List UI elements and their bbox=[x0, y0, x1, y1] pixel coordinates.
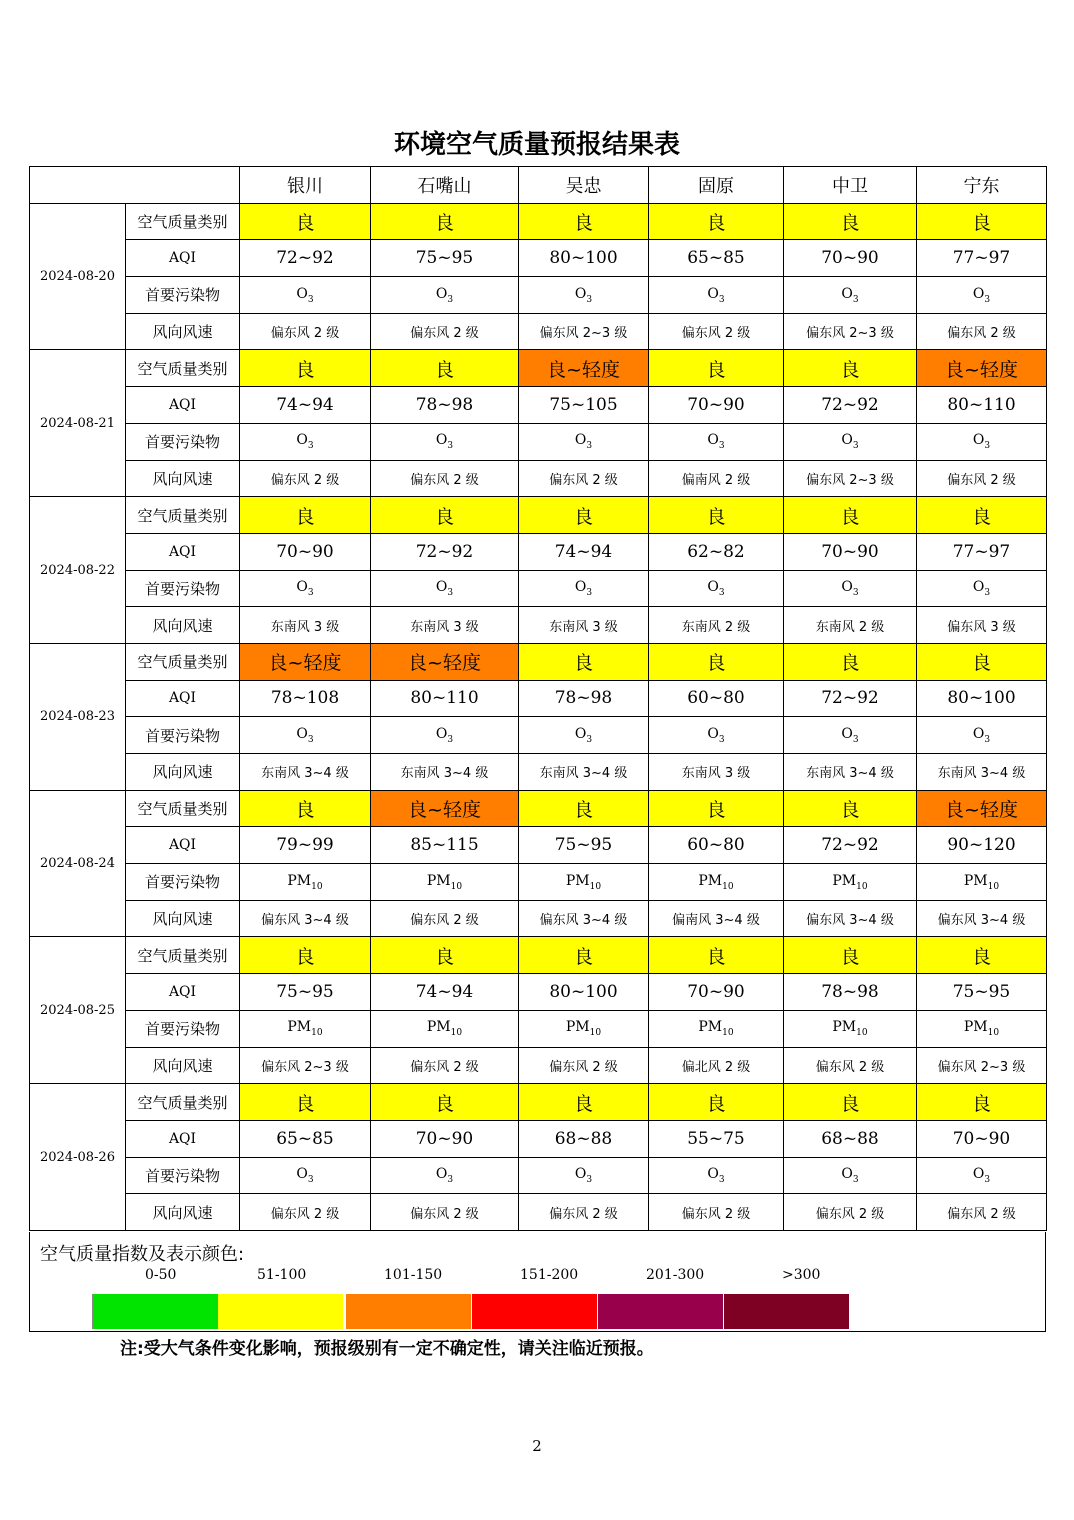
row-label-wind: 风向风速 bbox=[126, 313, 240, 350]
city-header: 中卫 bbox=[784, 167, 917, 204]
aqi-range: 70~90 bbox=[784, 240, 917, 277]
wind-direction-speed: 偏东风 2 级 bbox=[917, 313, 1047, 350]
primary-pollutant: $PM_{10}$ bbox=[649, 864, 784, 901]
forecast-date: 2024-08-24 bbox=[30, 790, 126, 937]
table-row bbox=[30, 974, 1047, 1011]
wind-direction-speed: 偏东风 2 级 bbox=[784, 1047, 917, 1084]
air-quality-category: 良 bbox=[240, 203, 371, 240]
row-label-pollutant: 首要污染物 bbox=[126, 717, 240, 754]
legend-range-label: >300 bbox=[782, 1267, 821, 1283]
wind-direction-speed: 偏东风 2 级 bbox=[917, 1194, 1047, 1231]
aqi-range: 80~100 bbox=[519, 974, 649, 1011]
primary-pollutant: $O_3$ bbox=[649, 423, 784, 460]
air-quality-category: 良 bbox=[917, 1084, 1047, 1121]
table-row bbox=[30, 1084, 1047, 1121]
table-row bbox=[30, 423, 1047, 460]
primary-pollutant: $O_3$ bbox=[240, 717, 371, 754]
aqi-range: 68~88 bbox=[784, 1120, 917, 1157]
primary-pollutant: $O_3$ bbox=[519, 570, 649, 607]
primary-pollutant: $O_3$ bbox=[649, 570, 784, 607]
wind-direction-speed: 偏东风 2 级 bbox=[371, 1047, 519, 1084]
air-quality-category: 良 bbox=[649, 643, 784, 680]
row-label-category: 空气质量类别 bbox=[126, 1084, 240, 1121]
air-quality-category: 良 bbox=[917, 643, 1047, 680]
air-quality-category: 良 bbox=[240, 1084, 371, 1121]
aqi-range: 80~110 bbox=[371, 680, 519, 717]
air-quality-category: 良 bbox=[371, 350, 519, 387]
row-label-aqi: AQI bbox=[126, 240, 240, 277]
aqi-range: 72~92 bbox=[784, 387, 917, 424]
primary-pollutant: $PM_{10}$ bbox=[240, 864, 371, 901]
primary-pollutant: $O_3$ bbox=[371, 1157, 519, 1194]
air-quality-category: 良 bbox=[917, 497, 1047, 534]
air-quality-category: 良 bbox=[519, 937, 649, 974]
air-quality-category: 良 bbox=[649, 937, 784, 974]
air-quality-category: 良 bbox=[240, 790, 371, 827]
aqi-range: 80~100 bbox=[917, 680, 1047, 717]
wind-direction-speed: 偏东风 2 级 bbox=[917, 460, 1047, 497]
air-quality-category: 良 bbox=[519, 1084, 649, 1121]
wind-direction-speed: 东南风 3~4 级 bbox=[784, 754, 917, 791]
wind-direction-speed: 偏东风 2 级 bbox=[649, 1194, 784, 1231]
primary-pollutant: $PM_{10}$ bbox=[917, 1010, 1047, 1047]
table-row bbox=[30, 864, 1047, 901]
wind-direction-speed: 东南风 3 级 bbox=[240, 607, 371, 644]
table-row bbox=[30, 313, 1047, 350]
air-quality-category: 良 bbox=[519, 497, 649, 534]
legend-range-label: 151-200 bbox=[520, 1267, 579, 1283]
table-row bbox=[30, 570, 1047, 607]
aqi-range: 72~92 bbox=[240, 240, 371, 277]
air-quality-category: 良~轻度 bbox=[917, 790, 1047, 827]
air-quality-category: 良 bbox=[371, 203, 519, 240]
wind-direction-speed: 偏东风 2 级 bbox=[371, 460, 519, 497]
row-label-pollutant: 首要污染物 bbox=[126, 1157, 240, 1194]
primary-pollutant: $O_3$ bbox=[784, 1157, 917, 1194]
aqi-range: 72~92 bbox=[784, 827, 917, 864]
table-row bbox=[30, 607, 1047, 644]
wind-direction-speed: 偏东风 2~3 级 bbox=[784, 313, 917, 350]
legend-title: 空气质量指数及表示颜色: bbox=[40, 1244, 245, 1265]
primary-pollutant: $O_3$ bbox=[519, 717, 649, 754]
air-quality-category: 良 bbox=[784, 790, 917, 827]
forecast-note: 注:受大气条件变化影响，预报级别有一定不确定性，请关注临近预报。 bbox=[120, 1339, 654, 1359]
air-quality-category: 良 bbox=[519, 790, 649, 827]
forecast-date: 2024-08-20 bbox=[30, 203, 126, 350]
wind-direction-speed: 偏东风 2 级 bbox=[240, 1194, 371, 1231]
wind-direction-speed: 东南风 3 级 bbox=[519, 607, 649, 644]
row-label-aqi: AQI bbox=[126, 680, 240, 717]
row-label-category: 空气质量类别 bbox=[126, 497, 240, 534]
table-row bbox=[30, 937, 1047, 974]
wind-direction-speed: 偏东风 3~4 级 bbox=[240, 900, 371, 937]
legend-range-label: 101-150 bbox=[384, 1267, 443, 1283]
table-row bbox=[30, 680, 1047, 717]
wind-direction-speed: 偏东风 3~4 级 bbox=[519, 900, 649, 937]
page-number: 2 bbox=[532, 1437, 542, 1455]
aqi-range: 78~108 bbox=[240, 680, 371, 717]
aqi-range: 65~85 bbox=[240, 1120, 371, 1157]
aqi-color-legend bbox=[29, 1232, 1046, 1332]
air-quality-category: 良 bbox=[240, 350, 371, 387]
aqi-range: 70~90 bbox=[649, 387, 784, 424]
aqi-range: 90~120 bbox=[917, 827, 1047, 864]
forecast-table bbox=[29, 166, 1047, 1231]
wind-direction-speed: 偏东风 2~3 级 bbox=[519, 313, 649, 350]
row-label-aqi: AQI bbox=[126, 387, 240, 424]
table-row bbox=[30, 1120, 1047, 1157]
row-label-category: 空气质量类别 bbox=[126, 643, 240, 680]
aqi-range: 80~100 bbox=[519, 240, 649, 277]
air-quality-category: 良~轻度 bbox=[240, 643, 371, 680]
air-quality-category: 良 bbox=[519, 643, 649, 680]
aqi-range: 80~110 bbox=[917, 387, 1047, 424]
wind-direction-speed: 东南风 3 级 bbox=[649, 754, 784, 791]
primary-pollutant: $PM_{10}$ bbox=[371, 1010, 519, 1047]
wind-direction-speed: 偏东风 3~4 级 bbox=[784, 900, 917, 937]
air-quality-category: 良 bbox=[917, 937, 1047, 974]
aqi-range: 75~95 bbox=[240, 974, 371, 1011]
air-quality-category: 良 bbox=[371, 937, 519, 974]
aqi-range: 60~80 bbox=[649, 827, 784, 864]
city-header: 银川 bbox=[240, 167, 371, 204]
aqi-range: 85~115 bbox=[371, 827, 519, 864]
table-row bbox=[30, 387, 1047, 424]
primary-pollutant: $PM_{10}$ bbox=[519, 864, 649, 901]
aqi-range: 70~90 bbox=[371, 1120, 519, 1157]
primary-pollutant: $PM_{10}$ bbox=[784, 1010, 917, 1047]
wind-direction-speed: 偏东风 2 级 bbox=[519, 1047, 649, 1084]
aqi-range: 72~92 bbox=[371, 533, 519, 570]
table-row bbox=[30, 1194, 1047, 1231]
aqi-range: 70~90 bbox=[240, 533, 371, 570]
air-quality-category: 良 bbox=[649, 350, 784, 387]
air-quality-category: 良 bbox=[240, 497, 371, 534]
city-header: 吴忠 bbox=[519, 167, 649, 204]
primary-pollutant: $O_3$ bbox=[649, 717, 784, 754]
table-row bbox=[30, 203, 1047, 240]
primary-pollutant: $O_3$ bbox=[784, 717, 917, 754]
wind-direction-speed: 偏东风 3~4 级 bbox=[917, 900, 1047, 937]
row-label-category: 空气质量类别 bbox=[126, 790, 240, 827]
aqi-range: 65~85 bbox=[649, 240, 784, 277]
aqi-range: 75~95 bbox=[371, 240, 519, 277]
aqi-range: 72~92 bbox=[784, 680, 917, 717]
table-row bbox=[30, 900, 1047, 937]
primary-pollutant: $O_3$ bbox=[371, 570, 519, 607]
air-quality-category: 良 bbox=[371, 1084, 519, 1121]
table-row bbox=[30, 240, 1047, 277]
air-quality-category: 良 bbox=[917, 203, 1047, 240]
page-title: 环境空气质量预报结果表 bbox=[393, 130, 680, 160]
air-quality-category: 良 bbox=[371, 497, 519, 534]
wind-direction-speed: 偏南风 3~4 级 bbox=[649, 900, 784, 937]
legend-color-swatch bbox=[92, 1294, 218, 1329]
air-quality-category: 良 bbox=[784, 203, 917, 240]
aqi-range: 77~97 bbox=[917, 240, 1047, 277]
primary-pollutant: $PM_{10}$ bbox=[519, 1010, 649, 1047]
primary-pollutant: $O_3$ bbox=[240, 570, 371, 607]
aqi-range: 74~94 bbox=[519, 533, 649, 570]
primary-pollutant: $O_3$ bbox=[917, 1157, 1047, 1194]
row-label-wind: 风向风速 bbox=[126, 460, 240, 497]
table-row bbox=[30, 643, 1047, 680]
wind-direction-speed: 偏东风 2 级 bbox=[371, 313, 519, 350]
table-row bbox=[30, 533, 1047, 570]
air-quality-category: 良 bbox=[784, 937, 917, 974]
row-label-category: 空气质量类别 bbox=[126, 350, 240, 387]
table-row bbox=[30, 754, 1047, 791]
wind-direction-speed: 偏东风 2 级 bbox=[371, 1194, 519, 1231]
wind-direction-speed: 偏东风 2 级 bbox=[519, 1194, 649, 1231]
aqi-range: 70~90 bbox=[649, 974, 784, 1011]
primary-pollutant: $O_3$ bbox=[371, 423, 519, 460]
primary-pollutant: $O_3$ bbox=[917, 277, 1047, 314]
table-row bbox=[30, 277, 1047, 314]
wind-direction-speed: 偏东风 2 级 bbox=[784, 1194, 917, 1231]
wind-direction-speed: 东南风 2 级 bbox=[784, 607, 917, 644]
row-label-pollutant: 首要污染物 bbox=[126, 570, 240, 607]
primary-pollutant: $O_3$ bbox=[519, 423, 649, 460]
air-quality-category: 良 bbox=[649, 1084, 784, 1121]
aqi-range: 60~80 bbox=[649, 680, 784, 717]
aqi-range: 70~90 bbox=[917, 1120, 1047, 1157]
wind-direction-speed: 偏东风 2 级 bbox=[240, 313, 371, 350]
city-header: 固原 bbox=[649, 167, 784, 204]
air-quality-category: 良 bbox=[649, 203, 784, 240]
table-row bbox=[30, 827, 1047, 864]
table-row bbox=[30, 497, 1047, 534]
table-row bbox=[30, 717, 1047, 754]
wind-direction-speed: 东南风 3 级 bbox=[371, 607, 519, 644]
wind-direction-speed: 偏东风 2~3 级 bbox=[240, 1047, 371, 1084]
air-quality-category: 良 bbox=[649, 790, 784, 827]
row-label-category: 空气质量类别 bbox=[126, 937, 240, 974]
primary-pollutant: $O_3$ bbox=[917, 570, 1047, 607]
primary-pollutant: $O_3$ bbox=[371, 277, 519, 314]
aqi-range: 74~94 bbox=[240, 387, 371, 424]
air-quality-category: 良 bbox=[784, 497, 917, 534]
legend-color-swatch bbox=[218, 1294, 343, 1329]
aqi-range: 78~98 bbox=[519, 680, 649, 717]
table-row bbox=[30, 790, 1047, 827]
primary-pollutant: $O_3$ bbox=[240, 423, 371, 460]
air-quality-category: 良~轻度 bbox=[917, 350, 1047, 387]
legend-range-label: 51-100 bbox=[257, 1267, 307, 1283]
aqi-range: 55~75 bbox=[649, 1120, 784, 1157]
row-label-wind: 风向风速 bbox=[126, 607, 240, 644]
aqi-range: 62~82 bbox=[649, 533, 784, 570]
table-row bbox=[30, 1157, 1047, 1194]
row-label-pollutant: 首要污染物 bbox=[126, 1010, 240, 1047]
primary-pollutant: $O_3$ bbox=[784, 423, 917, 460]
aqi-range: 75~105 bbox=[519, 387, 649, 424]
city-header: 石嘴山 bbox=[371, 167, 519, 204]
legend-color-swatch bbox=[472, 1294, 597, 1329]
wind-direction-speed: 偏东风 2 级 bbox=[371, 900, 519, 937]
primary-pollutant: $O_3$ bbox=[240, 1157, 371, 1194]
primary-pollutant: $O_3$ bbox=[917, 423, 1047, 460]
aqi-range: 74~94 bbox=[371, 974, 519, 1011]
row-label-category: 空气质量类别 bbox=[126, 203, 240, 240]
wind-direction-speed: 偏东风 2~3 级 bbox=[784, 460, 917, 497]
primary-pollutant: $O_3$ bbox=[649, 277, 784, 314]
row-label-wind: 风向风速 bbox=[126, 1194, 240, 1231]
air-quality-category: 良 bbox=[519, 203, 649, 240]
wind-direction-speed: 东南风 3~4 级 bbox=[519, 754, 649, 791]
air-quality-category: 良~轻度 bbox=[371, 643, 519, 680]
primary-pollutant: $O_3$ bbox=[240, 277, 371, 314]
primary-pollutant: $PM_{10}$ bbox=[240, 1010, 371, 1047]
legend-range-label: 201-300 bbox=[646, 1267, 705, 1283]
aqi-range: 77~97 bbox=[917, 533, 1047, 570]
table-row bbox=[30, 350, 1047, 387]
wind-direction-speed: 偏东风 2~3 级 bbox=[917, 1047, 1047, 1084]
air-quality-category: 良~轻度 bbox=[519, 350, 649, 387]
forecast-date: 2024-08-26 bbox=[30, 1084, 126, 1231]
air-quality-category: 良~轻度 bbox=[371, 790, 519, 827]
primary-pollutant: $PM_{10}$ bbox=[371, 864, 519, 901]
primary-pollutant: $O_3$ bbox=[519, 1157, 649, 1194]
primary-pollutant: $PM_{10}$ bbox=[784, 864, 917, 901]
forecast-date: 2024-08-22 bbox=[30, 497, 126, 644]
table-row bbox=[30, 1047, 1047, 1084]
table-row bbox=[30, 1010, 1047, 1047]
air-quality-category: 良 bbox=[784, 350, 917, 387]
air-quality-category: 良 bbox=[240, 937, 371, 974]
primary-pollutant: $O_3$ bbox=[917, 717, 1047, 754]
forecast-date: 2024-08-21 bbox=[30, 350, 126, 497]
aqi-range: 79~99 bbox=[240, 827, 371, 864]
header-row bbox=[30, 167, 1047, 204]
primary-pollutant: $O_3$ bbox=[649, 1157, 784, 1194]
air-quality-category: 良 bbox=[649, 497, 784, 534]
legend-color-swatch bbox=[598, 1294, 723, 1329]
aqi-range: 75~95 bbox=[519, 827, 649, 864]
row-label-pollutant: 首要污染物 bbox=[126, 864, 240, 901]
row-label-aqi: AQI bbox=[126, 533, 240, 570]
legend-color-swatch bbox=[346, 1294, 471, 1329]
wind-direction-speed: 偏东风 2 级 bbox=[649, 313, 784, 350]
air-quality-category: 良 bbox=[784, 643, 917, 680]
wind-direction-speed: 东南风 3~4 级 bbox=[240, 754, 371, 791]
row-label-pollutant: 首要污染物 bbox=[126, 423, 240, 460]
forecast-date: 2024-08-23 bbox=[30, 643, 126, 790]
row-label-aqi: AQI bbox=[126, 1120, 240, 1157]
aqi-range: 70~90 bbox=[784, 533, 917, 570]
row-label-aqi: AQI bbox=[126, 974, 240, 1011]
header-blank-cell bbox=[30, 167, 240, 204]
wind-direction-speed: 东南风 3~4 级 bbox=[917, 754, 1047, 791]
forecast-date: 2024-08-25 bbox=[30, 937, 126, 1084]
primary-pollutant: $PM_{10}$ bbox=[649, 1010, 784, 1047]
row-label-wind: 风向风速 bbox=[126, 754, 240, 791]
wind-direction-speed: 偏东风 3 级 bbox=[917, 607, 1047, 644]
aqi-range: 68~88 bbox=[519, 1120, 649, 1157]
wind-direction-speed: 东南风 3~4 级 bbox=[371, 754, 519, 791]
row-label-aqi: AQI bbox=[126, 827, 240, 864]
wind-direction-speed: 偏东风 2 级 bbox=[519, 460, 649, 497]
primary-pollutant: $O_3$ bbox=[784, 570, 917, 607]
aqi-range: 75~95 bbox=[917, 974, 1047, 1011]
wind-direction-speed: 东南风 2 级 bbox=[649, 607, 784, 644]
primary-pollutant: $O_3$ bbox=[519, 277, 649, 314]
primary-pollutant: $O_3$ bbox=[371, 717, 519, 754]
legend-range-label: 0-50 bbox=[145, 1267, 177, 1283]
legend-color-swatch bbox=[724, 1294, 849, 1329]
aqi-range: 78~98 bbox=[371, 387, 519, 424]
wind-direction-speed: 偏南风 2 级 bbox=[649, 460, 784, 497]
row-label-pollutant: 首要污染物 bbox=[126, 277, 240, 314]
aqi-range: 78~98 bbox=[784, 974, 917, 1011]
wind-direction-speed: 偏东风 2 级 bbox=[240, 460, 371, 497]
primary-pollutant: $O_3$ bbox=[784, 277, 917, 314]
wind-direction-speed: 偏北风 2 级 bbox=[649, 1047, 784, 1084]
table-row bbox=[30, 460, 1047, 497]
air-quality-category: 良 bbox=[784, 1084, 917, 1121]
city-header: 宁东 bbox=[917, 167, 1047, 204]
row-label-wind: 风向风速 bbox=[126, 1047, 240, 1084]
primary-pollutant: $PM_{10}$ bbox=[917, 864, 1047, 901]
row-label-wind: 风向风速 bbox=[126, 900, 240, 937]
